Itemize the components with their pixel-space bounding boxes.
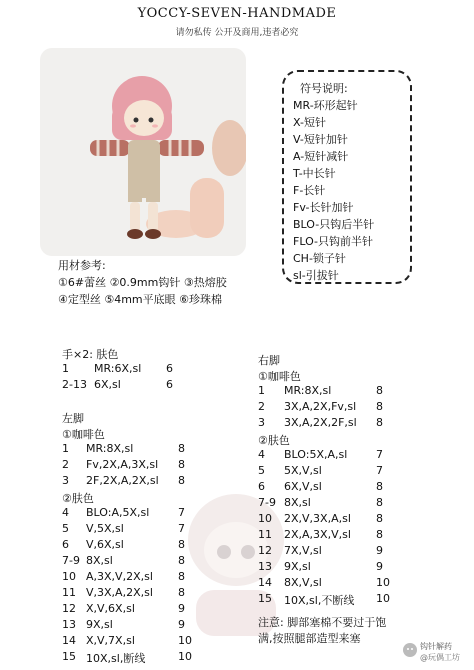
wechat-icon <box>402 642 418 658</box>
stitch-text: BLO:A,5X,sl <box>86 506 150 519</box>
table-row <box>258 512 383 525</box>
legend-title: 符号说明: <box>300 82 348 95</box>
table-row <box>62 634 192 647</box>
legend-item: A-短针减针 <box>293 150 349 163</box>
stitch-count: 9 <box>376 544 383 557</box>
table-row <box>62 378 173 391</box>
table-row <box>62 602 185 615</box>
stitch-count: 7 <box>376 448 383 461</box>
stitch-text: 8X,V,sl <box>284 576 322 589</box>
round-number: 4 <box>258 448 265 461</box>
legend-item: BLO-只钩后半针 <box>293 218 375 231</box>
round-number: 1 <box>62 362 69 375</box>
stitch-text: 9X,sl <box>86 618 113 631</box>
stitch-text: MR:8X,sl <box>284 384 332 397</box>
legend-item: X-短针 <box>293 116 326 129</box>
stitch-text: 7X,V,sl <box>284 544 322 557</box>
legend-item: FLO-只钩前半针 <box>293 235 373 248</box>
round-number: 3 <box>258 416 265 429</box>
stitch-count: 7 <box>178 506 185 519</box>
stitch-text: V,5X,sl <box>86 522 124 535</box>
stitch-count: 9 <box>376 560 383 573</box>
stitch-text: 10X,sl,断线 <box>86 652 146 665</box>
stitch-count: 9 <box>178 618 185 631</box>
stitch-count: 8 <box>376 416 383 429</box>
table-row <box>258 416 383 429</box>
table-row <box>258 576 390 589</box>
note-line-1: 注意: 脚部塞棉不要过于饱 <box>258 616 387 629</box>
stitch-text: 2X,V,3X,A,sl <box>284 512 351 525</box>
stitch-text: V,6X,sl <box>86 538 124 551</box>
round-number: 5 <box>62 522 69 535</box>
stitch-count: 8 <box>376 496 383 509</box>
table-row <box>258 496 383 509</box>
round-number: 14 <box>62 634 76 647</box>
table-row <box>258 544 383 557</box>
table-row <box>62 618 185 631</box>
stitch-count: 8 <box>376 400 383 413</box>
right-foot-section-1: ①咖啡色 <box>258 370 301 383</box>
legend-item: MR-环形起针 <box>293 99 358 112</box>
stitch-text: A,3X,V,2X,sl <box>86 570 153 583</box>
round-number: 2-13 <box>62 378 87 391</box>
round-number: 4 <box>62 506 69 519</box>
table-row <box>258 560 383 573</box>
round-number: 13 <box>258 560 272 573</box>
watermark-text-2: @玩偶工坊 <box>420 653 460 662</box>
stitch-count: 8 <box>178 538 185 551</box>
round-number: 12 <box>258 544 272 557</box>
stitch-count: 8 <box>178 442 185 455</box>
round-number: 7-9 <box>258 496 276 509</box>
stitch-text: 3X,A,2X,2F,sl <box>284 416 357 429</box>
stitch-count: 8 <box>178 458 185 471</box>
table-row <box>62 458 185 471</box>
legend-item: Fv-长针加针 <box>293 201 354 214</box>
table-row <box>62 506 185 519</box>
stitch-text: 6X,V,sl <box>284 480 322 493</box>
table-row <box>62 650 192 665</box>
right-foot-title: 右脚 <box>258 354 280 367</box>
table-row <box>258 384 383 397</box>
page-title: YOCCY-SEVEN-HANDMADE <box>137 6 337 21</box>
table-row <box>62 474 185 487</box>
stitch-count: 8 <box>178 570 185 583</box>
stitch-count: 10 <box>376 592 390 605</box>
hands-title: 手×2: 肤色 <box>62 348 119 361</box>
round-number: 3 <box>62 474 69 487</box>
stitch-text: 6X,sl <box>94 378 121 391</box>
right-foot-section-2: ②肤色 <box>258 434 290 447</box>
stitch-text: 5X,V,sl <box>284 464 322 477</box>
round-number: 1 <box>62 442 69 455</box>
table-row <box>258 592 390 607</box>
stitch-count: 8 <box>178 554 185 567</box>
note-line-2: 满,按照腿部造型来塞 <box>258 632 361 645</box>
table-row <box>258 400 383 413</box>
stitch-count: 10 <box>376 576 390 589</box>
round-number: 11 <box>62 586 76 599</box>
round-number: 6 <box>62 538 69 551</box>
round-number: 15 <box>258 592 272 605</box>
legend-item: F-长针 <box>293 184 326 197</box>
table-row <box>258 528 383 541</box>
round-number: 2 <box>258 400 265 413</box>
round-number: 1 <box>258 384 265 397</box>
stitch-text: 8X,sl <box>284 496 311 509</box>
stitch-text: MR:6X,sl <box>94 362 142 375</box>
materials-line-2: ④定型丝 ⑤4mm平底眼 ⑥珍珠棉 <box>58 293 223 306</box>
stitch-text: 2X,A,3X,V,sl <box>284 528 351 541</box>
stitch-count: 10 <box>178 634 192 647</box>
watermark-text-1: 钩针解药 <box>420 642 452 651</box>
table-row <box>258 448 383 461</box>
stitch-count: 8 <box>178 474 185 487</box>
page-subtitle: 请勿私传 公开及商用,违者必究 <box>175 28 299 38</box>
round-number: 5 <box>258 464 265 477</box>
stitch-count: 10 <box>178 650 192 663</box>
stitch-count: 8 <box>376 512 383 525</box>
legend-item: T-中长针 <box>293 167 336 180</box>
stitch-count: 8 <box>376 384 383 397</box>
round-number: 14 <box>258 576 272 589</box>
left-foot-title: 左脚 <box>62 412 84 425</box>
stitch-text: 9X,sl <box>284 560 311 573</box>
table-row <box>258 464 383 477</box>
doll-photo <box>40 48 246 256</box>
round-number: 2 <box>62 458 69 471</box>
round-number: 6 <box>258 480 265 493</box>
table-row <box>62 538 185 551</box>
round-number: 10 <box>62 570 76 583</box>
stitch-text: V,3X,A,2X,sl <box>86 586 153 599</box>
round-number: 15 <box>62 650 76 663</box>
stitch-count: 7 <box>376 464 383 477</box>
materials-title: 用材参考: <box>58 259 106 272</box>
stitch-count: 9 <box>178 602 185 615</box>
legend-item: sl-引拔针 <box>293 269 339 282</box>
table-row <box>62 522 185 535</box>
stitch-text: 8X,sl <box>86 554 113 567</box>
round-number: 13 <box>62 618 76 631</box>
stitch-text: MR:8X,sl <box>86 442 134 455</box>
table-row <box>62 570 185 583</box>
round-number: 11 <box>258 528 272 541</box>
round-number: 10 <box>258 512 272 525</box>
stitch-text: 2F,2X,A,2X,sl <box>86 474 159 487</box>
stitch-count: 7 <box>178 522 185 535</box>
table-row <box>258 480 383 493</box>
stitch-text: X,V,7X,sl <box>86 634 135 647</box>
materials-line-1: ①6#蕾丝 ②0.9mm钩针 ③热熔胶 <box>58 276 227 289</box>
left-foot-section-1: ①咖啡色 <box>62 428 105 441</box>
stitch-count: 6 <box>166 362 173 375</box>
stitch-count: 6 <box>166 378 173 391</box>
left-foot-section-2: ②肤色 <box>62 492 94 505</box>
table-row <box>62 362 173 375</box>
table-row <box>62 554 185 567</box>
table-row <box>62 586 185 599</box>
stitch-text: X,V,6X,sl <box>86 602 135 615</box>
stitch-text: 10X,sl,不断线 <box>284 594 355 607</box>
legend-item: V-短针加针 <box>293 133 348 146</box>
stitch-text: BLO:5X,A,sl <box>284 448 348 461</box>
doll-illustration <box>40 48 246 256</box>
round-number: 12 <box>62 602 76 615</box>
round-number: 7-9 <box>62 554 80 567</box>
legend-item: CH-锁子针 <box>293 252 346 265</box>
stitch-text: 3X,A,2X,Fv,sl <box>284 400 357 413</box>
table-row <box>62 442 185 455</box>
stitch-text: Fv,2X,A,3X,sl <box>86 458 159 471</box>
stitch-count: 8 <box>376 480 383 493</box>
stitch-count: 8 <box>376 528 383 541</box>
stitch-count: 8 <box>178 586 185 599</box>
